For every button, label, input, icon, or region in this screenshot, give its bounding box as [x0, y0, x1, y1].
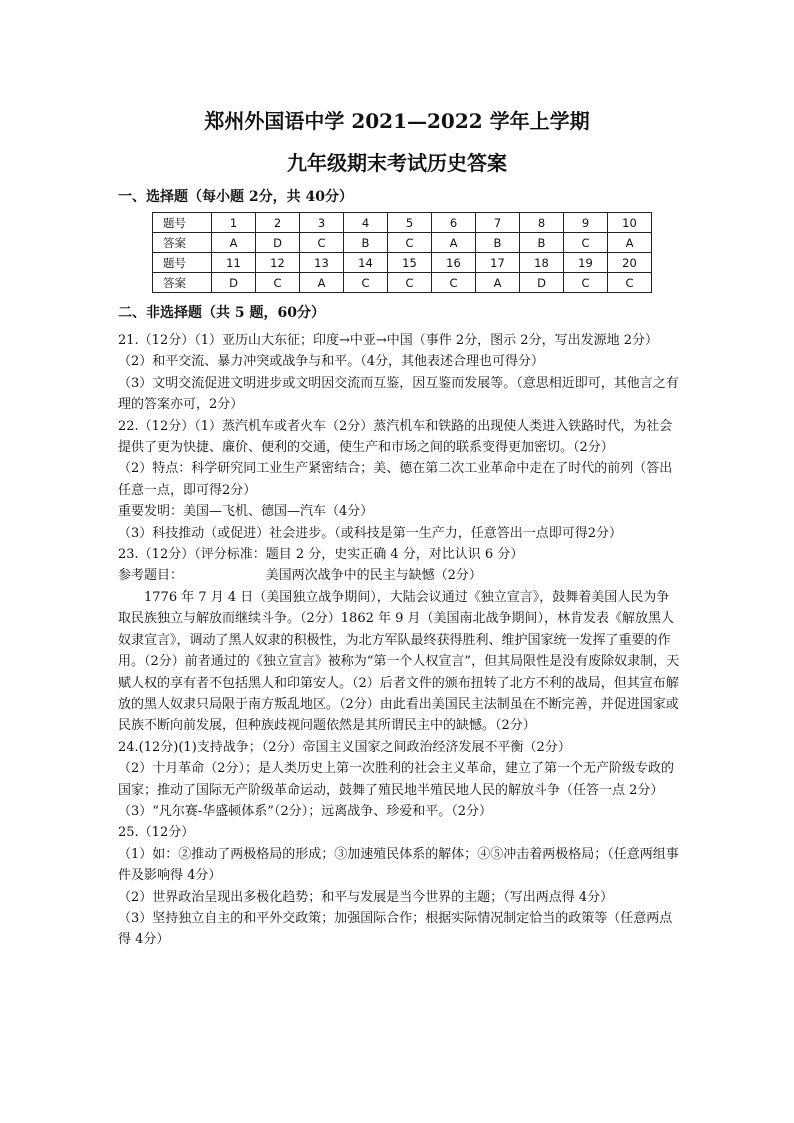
table-cell: C — [388, 273, 432, 293]
answer-paragraph: （1）如：②推动了两极格局的形成；③加速殖民体系的解体；④⑤冲击着两极格局；（任意两组事件及影响得 4分） — [118, 846, 679, 884]
table-cell: A — [432, 233, 476, 253]
table-cell: 9 — [564, 213, 608, 233]
table-cell: 2 — [256, 213, 300, 233]
table-row-header: 题号 — [153, 253, 212, 273]
table-cell: 11 — [212, 253, 256, 273]
section-heading-choice: 一、选择题（每小题 2分，共 40分） — [118, 189, 353, 205]
table-cell: 14 — [344, 253, 388, 273]
table-cell: B — [344, 233, 388, 253]
table-cell: A — [476, 273, 520, 293]
table-row-header: 题号 — [153, 213, 212, 233]
table-cell: D — [212, 273, 256, 293]
answer-paragraph: 重要发明：美国—飞机、德国—汽车（4分） — [118, 504, 374, 520]
table-cell: A — [300, 273, 344, 293]
table-row-header: 答案 — [153, 233, 212, 253]
answer-paragraph: （2）十月革命（2分）；是人类历史上第一次胜利的社会主义革命，建立了第一个无产阶级专政的国家；推动了国际无产阶级革命运动，鼓舞了殖民地半殖民地人民的解放斗争（任答一点 2分） — [118, 761, 675, 798]
table-cell: B — [520, 233, 564, 253]
table-cell: 6 — [432, 213, 476, 233]
table-cell: C — [608, 273, 652, 293]
answer-paragraph: （3）科技推动（或促进）社会进步。（或科技是第一生产力，任意答出一点即可得2分） — [118, 525, 623, 541]
answer-paragraph: 21.（12分）（1）亚历山大东征；印度→中亚→中国（事件 2分，图示 2分，写出发源地 2分） — [118, 333, 658, 348]
table-cell: C — [564, 273, 608, 293]
table-cell: C — [344, 273, 388, 293]
table-cell: 10 — [608, 213, 652, 233]
table-cell: C — [564, 233, 608, 253]
table-cell: 7 — [476, 213, 520, 233]
table-row — [153, 253, 652, 273]
answer-body — [118, 330, 680, 951]
table-cell: 8 — [520, 213, 564, 233]
table-row-header: 答案 — [153, 273, 212, 293]
table-cell: 19 — [564, 253, 608, 273]
table-cell: 3 — [300, 213, 344, 233]
table-cell: 4 — [344, 213, 388, 233]
page-subtitle: 九年级期末考试历史答案 — [287, 151, 507, 175]
table-row — [153, 213, 652, 233]
answer-paragraph: 23.（12分）（评分标准：题目 2 分，史实正确 4 分，对比认识 6 分） — [118, 547, 524, 563]
page-title: 郑州外国语中学 2021—2022 学年上学期 — [204, 109, 590, 133]
table-cell: 20 — [608, 253, 652, 273]
table-cell: 17 — [476, 253, 520, 273]
answer-paragraph: （2）世界政治呈现出多极化趋势；和平与发展是当今世界的主题；（写出两点得 4分） — [118, 889, 614, 905]
table-cell: D — [520, 273, 564, 293]
answer-table — [152, 212, 652, 293]
table-cell: B — [476, 233, 520, 253]
table-cell: 1 — [212, 213, 256, 233]
answer-paragraph: 24.(12分)(1)支持战争；（2分）帝国主义国家之间政治经济发展不平衡（2分） — [118, 739, 571, 755]
answer-paragraph: （3）坚持独立自主的和平外交政策；加强国际合作；根据实际情况制定恰当的政策等（任意两点得 4分） — [118, 910, 673, 948]
table-cell: 12 — [256, 253, 300, 273]
table-cell: C — [432, 273, 476, 293]
answer-paragraph: （2）特点：科学研究同工业生产紧密结合；美、德在第二次工业革命中走在了时代的前列（答出任意一点，即可得2分） — [118, 461, 673, 498]
table-cell: 13 — [300, 253, 344, 273]
table-cell: C — [388, 233, 432, 253]
answer-paragraph: （3）文明交流促进文明进步或文明因交流而互鉴，因互鉴而发展等。（意思相近即可，其他言之有理的答案亦可，2分） — [118, 375, 679, 413]
answer-paragraph: 22.（12分）（1）蒸汽机车或者火车（2分）蒸汽机车和铁路的出现使人类进入铁路时代，为社会提供了更为快捷、廉价、便利的交通，使生产和市场之间的联系变得更加密切。（2分） — [118, 418, 673, 456]
table-cell: 5 — [388, 213, 432, 233]
table-cell: C — [256, 273, 300, 293]
answer-paragraph: （2）和平交流、暴力冲突或战争与和平。（4分，其他表述合理也可得分） — [118, 354, 545, 370]
table-cell: C — [300, 233, 344, 253]
table-row — [153, 273, 652, 293]
table-cell: D — [256, 233, 300, 253]
answer-paragraph: 参考题目： 美国两次战争中的民主与缺憾（2分） — [118, 568, 482, 584]
answer-paragraph: 1776 年 7 月 4 日（美国独立战争期间），大陆会议通过《独立宣言》，鼓舞着美国人民为争取民族独立与解放而继续斗争。（2分）1862 年 9 月（美国南北战争期间），林肯发表《解放黑人奴隶宣言》，调动了黑人奴隶的积极性，为北方军队最终获得胜利、维护国家统一发挥了重要的作用。（2分）前者通过的《独立宣言》被称为“第一个人权宣言”，但其局限性是没有废除奴隶制，天赋人权的享有者不包括黑人和印第安人。（2）后者文件的颁布扭转了北方不利的战局，但其宣布解放的黑人奴隶只局限于南方叛乱地区。（2分）由此看出美国民主法制虽在不断完善，并促进国家或民族不断向前发展，但种族歧视问题依然是其所谓民主中的缺憾。（2分） — [118, 589, 680, 734]
answer-paragraph: 25.（12分） — [118, 825, 195, 841]
table-cell: 16 — [432, 253, 476, 273]
table-cell: A — [608, 233, 652, 253]
section-heading-non-choice: 二、非选择题（共 5 题，60分） — [118, 305, 325, 321]
table-cell: 18 — [520, 253, 564, 273]
table-cell: 15 — [388, 253, 432, 273]
answer-paragraph: （3）“凡尔赛-华盛顿体系”（2分）；远离战争、珍爱和平。（2分） — [118, 803, 492, 819]
table-cell: A — [212, 233, 256, 253]
table-row — [153, 233, 652, 253]
